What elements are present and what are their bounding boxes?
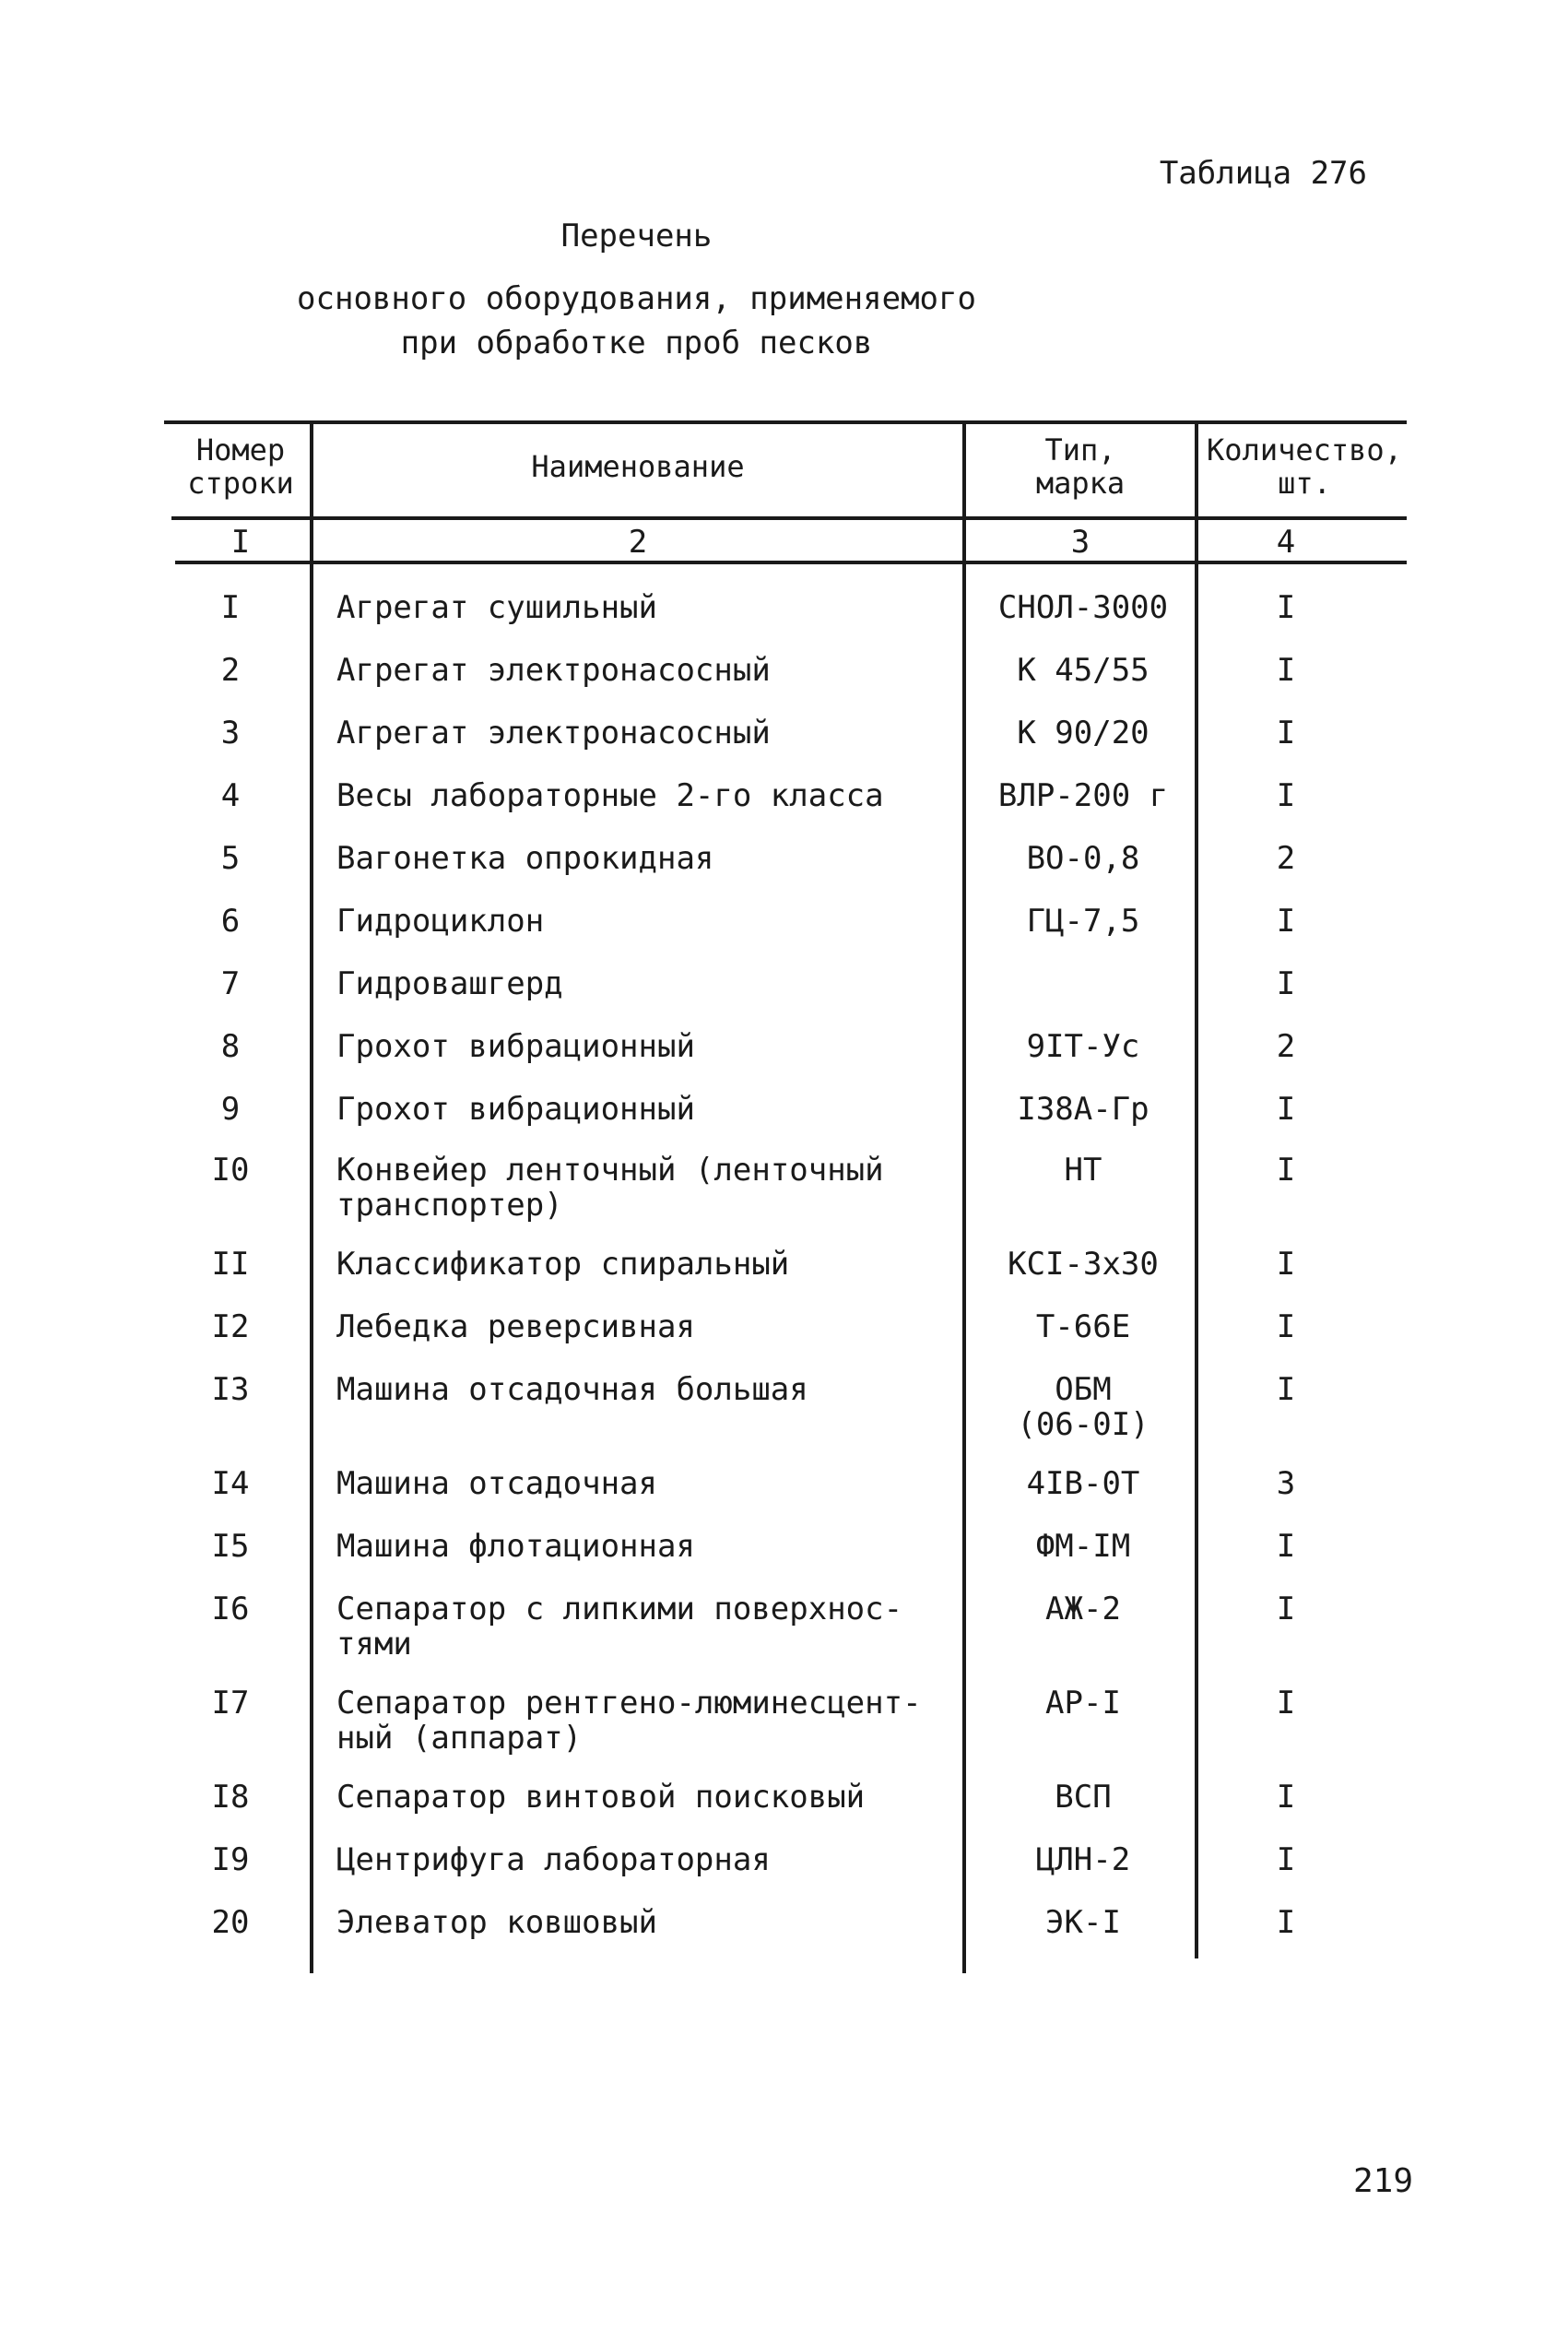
row-name — [336, 1247, 963, 1282]
row-number: 6 — [220, 903, 241, 940]
row-type-line: КСI-3х30 — [1008, 1246, 1159, 1283]
row-quantity: 2 — [1276, 1028, 1296, 1065]
row-name-line: Агрегат электронасосный — [336, 715, 771, 751]
row-type — [968, 1092, 1198, 1127]
row-type-line: ФМ-IМ — [1035, 1528, 1131, 1565]
row-number: I0 — [211, 1152, 250, 1189]
row-type — [968, 1591, 1198, 1627]
row-number: I3 — [211, 1371, 250, 1408]
row-quantity: I — [1276, 715, 1296, 751]
row-name-line: Машина флотационная — [336, 1528, 695, 1565]
row-quantity: 2 — [1276, 840, 1296, 877]
row-quantity: I — [1276, 1591, 1296, 1627]
row-name-line: Машина отсадочная большая — [336, 1371, 808, 1408]
row-name — [336, 1153, 963, 1223]
row-type-line: СНОЛ-3000 — [997, 589, 1169, 626]
row-quantity: I — [1276, 1152, 1296, 1189]
row-quantity: I — [1276, 1528, 1296, 1565]
row-number: 3 — [220, 715, 241, 751]
header-quantity: Количество, шт. — [1207, 432, 1402, 501]
page-number: 219 — [1353, 2162, 1414, 2200]
row-number: 9 — [220, 1091, 241, 1128]
row-type — [968, 904, 1198, 939]
row-number: I8 — [211, 1779, 250, 1816]
column-number-3: 3 — [1070, 524, 1091, 561]
row-quantity: I — [1276, 1685, 1296, 1722]
row-type — [968, 1372, 1198, 1442]
row-name — [336, 653, 963, 688]
row-type — [968, 590, 1198, 625]
title-line-3: при обработке проб песков — [400, 325, 873, 361]
row-name — [336, 1842, 963, 1877]
row-name-line: Вагонетка опрокидная — [336, 840, 714, 877]
row-name — [336, 1092, 963, 1127]
row-name — [336, 1466, 963, 1501]
row-name-line: Агрегат сушильный — [336, 589, 657, 626]
row-name — [336, 1529, 963, 1564]
row-number: I6 — [211, 1591, 250, 1627]
row-name-line: транспортер) — [336, 1187, 563, 1224]
header-row-number: Номер строки — [187, 432, 294, 501]
row-number: I9 — [211, 1841, 250, 1878]
row-quantity: I — [1276, 1246, 1296, 1283]
row-quantity: I — [1276, 652, 1296, 689]
row-name-line: Центрифуга лабораторная — [336, 1841, 771, 1878]
header-name: Наименование — [531, 449, 745, 484]
row-type-line: Т-66Е — [1035, 1308, 1131, 1345]
row-quantity: I — [1276, 903, 1296, 940]
row-type — [968, 1466, 1198, 1501]
row-type-line: ВСП — [1055, 1779, 1112, 1816]
row-name-line: Лебедка реверсивная — [336, 1308, 695, 1345]
row-quantity: I — [1276, 589, 1296, 626]
row-number: I7 — [211, 1685, 250, 1722]
row-type — [968, 1686, 1198, 1721]
row-name-line: Элеватор ковшовый — [336, 1904, 657, 1941]
row-type-line: К 45/55 — [1017, 652, 1149, 689]
row-quantity: I — [1276, 1779, 1296, 1816]
row-type-line: ОБМ — [1055, 1371, 1112, 1408]
row-name — [336, 1591, 963, 1662]
row-type-line: ВЛР-200 г — [997, 777, 1169, 814]
row-type-line: I38А-Гр — [1017, 1091, 1149, 1128]
row-type-line: 9IТ-Ус — [1026, 1028, 1140, 1065]
row-number: 2 — [220, 652, 241, 689]
row-type-line: АЖ-2 — [1045, 1591, 1121, 1627]
row-name-line: Сепаратор с липкими поверхнос- — [336, 1591, 903, 1627]
row-quantity: I — [1276, 777, 1296, 814]
row-name — [336, 1029, 963, 1064]
table-label: Таблица 276 — [1159, 155, 1367, 192]
row-name — [336, 1372, 963, 1407]
row-number: 5 — [220, 840, 241, 877]
row-name-line: Гидроциклон — [336, 903, 545, 940]
row-type — [968, 1153, 1198, 1188]
row-number: 7 — [220, 965, 241, 1002]
row-type — [968, 1247, 1198, 1282]
row-number: 8 — [220, 1028, 241, 1065]
row-name-line: Весы лабораторные 2-го класса — [336, 777, 884, 814]
row-type — [968, 1529, 1198, 1564]
row-type-line: НТ — [1064, 1152, 1102, 1189]
row-name — [336, 716, 963, 751]
row-type — [968, 716, 1198, 751]
row-type — [968, 1780, 1198, 1815]
row-type — [968, 1842, 1198, 1877]
row-type — [968, 778, 1198, 813]
row-type — [968, 1905, 1198, 1940]
row-number: I — [220, 589, 241, 626]
row-type-line: (06-0I) — [1017, 1406, 1149, 1443]
row-number: 20 — [211, 1904, 250, 1941]
row-type — [968, 841, 1198, 876]
header-type: Тип, марка — [1035, 432, 1126, 501]
row-name — [336, 1309, 963, 1344]
row-type-line: ЭК-I — [1045, 1904, 1121, 1941]
row-quantity: I — [1276, 1091, 1296, 1128]
row-name — [336, 1780, 963, 1815]
row-quantity: 3 — [1276, 1465, 1296, 1502]
row-name-line: Грохот вибрационный — [336, 1091, 695, 1128]
row-number: I5 — [211, 1528, 250, 1565]
row-name-line: Грохот вибрационный — [336, 1028, 695, 1065]
row-name — [336, 590, 963, 625]
row-number: I2 — [211, 1308, 250, 1345]
row-number: II — [211, 1246, 250, 1283]
column-number-4: 4 — [1276, 524, 1296, 561]
row-number: I4 — [211, 1465, 250, 1502]
row-type-line: ВО-0,8 — [1026, 840, 1140, 877]
row-name — [336, 841, 963, 876]
row-type — [968, 1309, 1198, 1344]
row-name-line: тями — [336, 1626, 412, 1662]
row-quantity: I — [1276, 1371, 1296, 1408]
row-name-line: ный (аппарат) — [336, 1720, 583, 1757]
title-line-2: основного оборудования, применяемого — [297, 280, 976, 317]
row-type-line: 4IВ-0Т — [1026, 1465, 1140, 1502]
row-name-line: Конвейер ленточный (ленточный — [336, 1152, 884, 1189]
title-line-1: Перечень — [560, 218, 713, 254]
row-quantity: I — [1276, 1308, 1296, 1345]
row-type-line: К 90/20 — [1017, 715, 1149, 751]
row-name-line: Сепаратор рентгено-люминесцент- — [336, 1685, 922, 1722]
row-number: 4 — [220, 777, 241, 814]
row-quantity: I — [1276, 1841, 1296, 1878]
row-name — [336, 778, 963, 813]
row-name-line: Агрегат электронасосный — [336, 652, 771, 689]
row-quantity: I — [1276, 965, 1296, 1002]
row-name-line: Машина отсадочная — [336, 1465, 657, 1502]
row-name — [336, 904, 963, 939]
row-type-line: ГЦ-7,5 — [1026, 903, 1140, 940]
row-name-line: Сепаратор винтовой поисковый — [336, 1779, 866, 1816]
row-name — [336, 1905, 963, 1940]
row-type-line: ЦЛН-2 — [1035, 1841, 1131, 1878]
row-quantity: I — [1276, 1904, 1296, 1941]
column-number-2: 2 — [628, 524, 648, 561]
row-name — [336, 966, 963, 1001]
row-type-line: АР-I — [1045, 1685, 1121, 1722]
row-type — [968, 1029, 1198, 1064]
row-name — [336, 1686, 963, 1756]
row-type — [968, 653, 1198, 688]
row-name-line: Классификатор спиральный — [336, 1246, 790, 1283]
row-name-line: Гидровашгерд — [336, 965, 563, 1002]
column-number-1: I — [230, 524, 251, 561]
